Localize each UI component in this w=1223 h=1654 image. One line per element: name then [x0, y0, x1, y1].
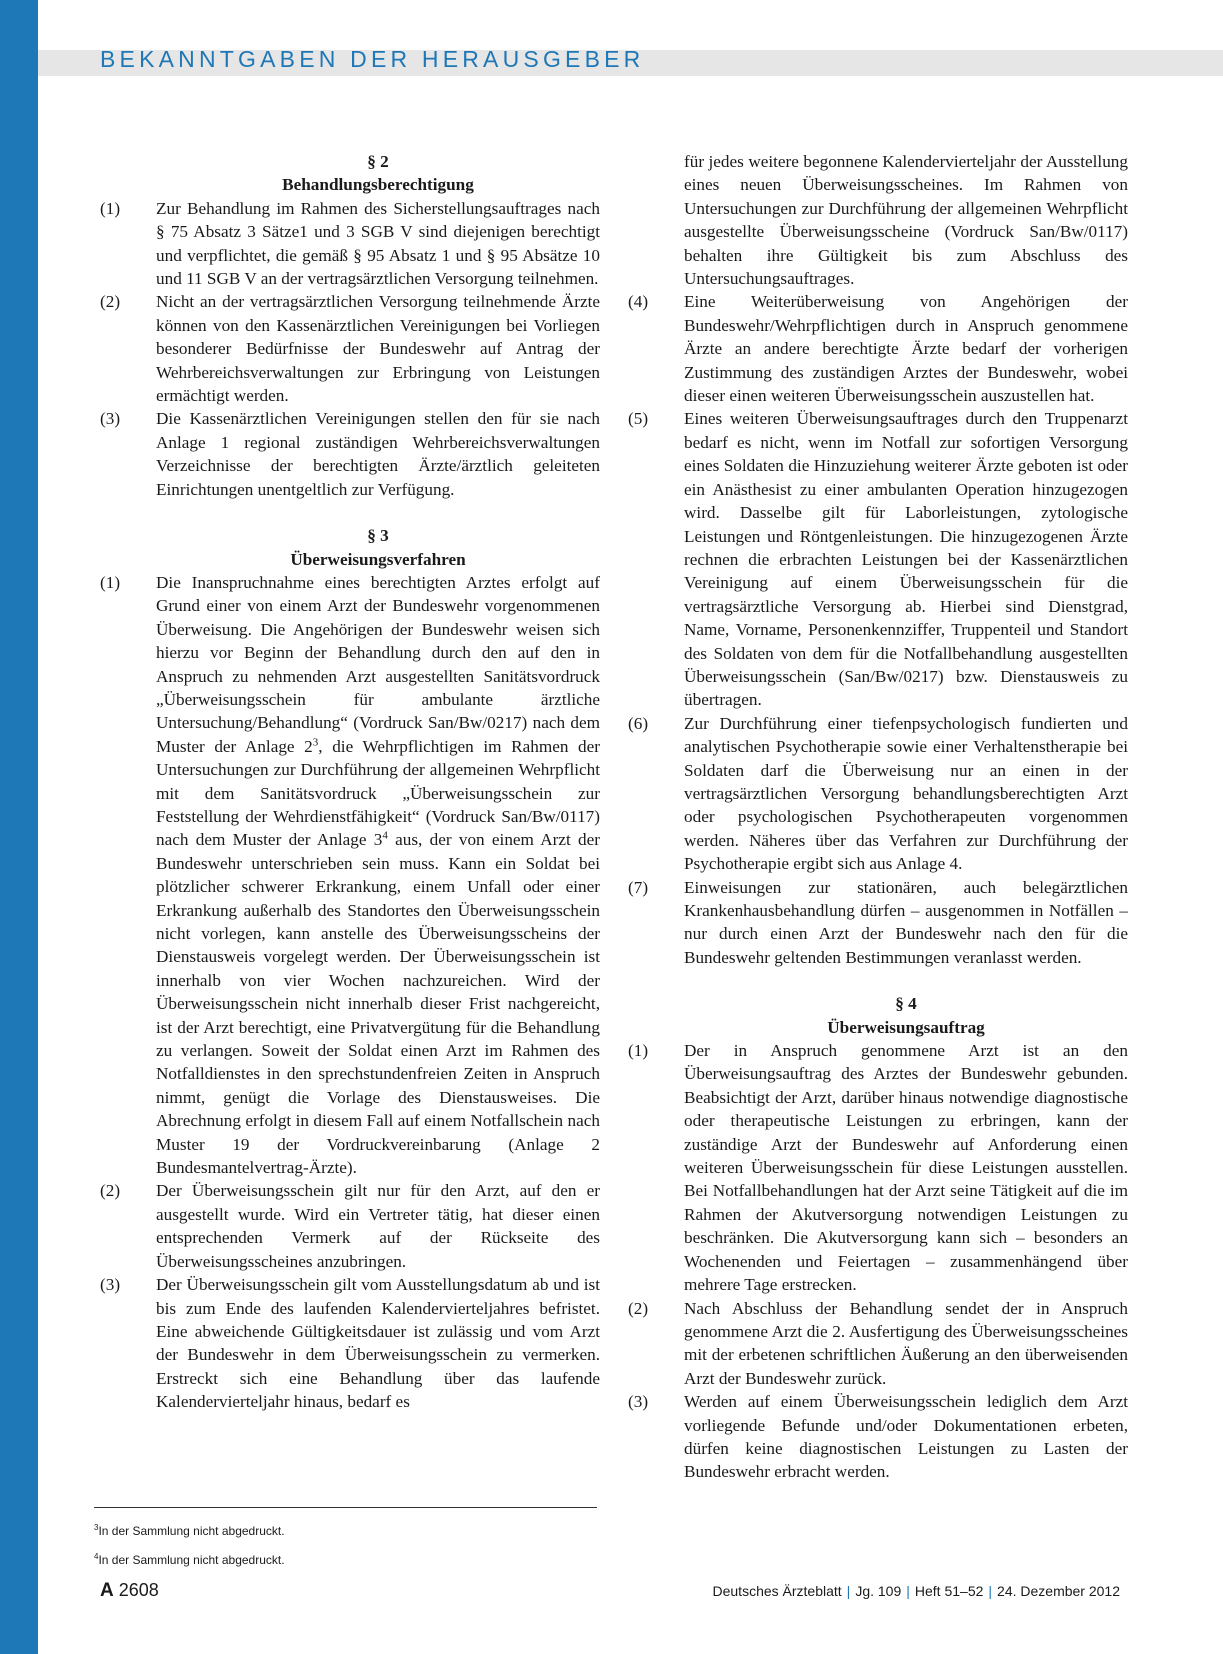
paragraph	[100, 1179, 600, 1273]
page-number	[100, 1580, 159, 1602]
footnote	[94, 1544, 285, 1573]
paragraph-text: Einweisungen zur stationären, auch belegärztlichen Krankenhausbehandlung dürfen – ausgenommen in Notfällen – nur durch einen Arzt der Bundeswehr nach den für die Bundeswehr geltenden Bestimmungen veranlasst werden.	[684, 877, 1128, 967]
left-color-bar	[0, 0, 38, 1654]
text-run: Die Inanspruchnahme eines berechtigten Arztes erfolgt auf Grund einer von einem Arzt der Bundeswehr vorgenommenen Überweisung. Die Angehörigen der Bundeswehr weisen sich hierzu vor Beginn der Behandlung durch den auf den in Anspruch zu nehmenden Arzt ausgestellten Sanitätsvordruck „Überweisungsschein für ambulante ärztliche Untersuchung/Behandlung“ (Vordruck San/Bw/0217) nach dem Muster der Anlage 2	[156, 572, 600, 756]
separator: |	[846, 1583, 851, 1599]
section-number: § 2	[367, 152, 389, 171]
paragraph	[100, 407, 600, 501]
section-title: Behandlungsberechtigung	[282, 175, 474, 195]
paragraph-number: (6)	[628, 713, 649, 733]
journal-footer	[713, 1583, 1121, 1599]
paragraph	[100, 571, 600, 1180]
paragraph	[628, 712, 1128, 876]
page-prefix: A	[100, 1580, 114, 1601]
paragraph-text: Nach Abschluss der Behandlung sendet der in Anspruch genommene Arzt die 2. Ausfertigung des Überweisungsscheines mit der erbetenen schriftlichen Äußerung an den überweisenden Arzt der Bundeswehr zurück.	[684, 1298, 1128, 1388]
paragraph	[100, 290, 600, 407]
journal-date: 24. Dezember 2012	[997, 1583, 1120, 1599]
section-title: Überweisungsverfahren	[290, 549, 466, 569]
section-title: Überweisungsauftrag	[827, 1017, 985, 1037]
footnote-ref: 4	[382, 829, 388, 842]
paragraph-text: Werden auf einem Überweisungsschein lediglich dem Arzt vorliegende Befunde und/oder Dokumentationen erbeten, dürfen keine diagnostischen Leistungen zu Lasten der Bundeswehr erbracht werden.	[684, 1392, 1128, 1482]
paragraph-number: (3)	[100, 1275, 121, 1295]
paragraph-text: Der in Anspruch genommene Arzt ist an den Überweisungsauftrag des Arztes der Bundeswehr gebunden. Beabsichtigt der Arzt, darüber hinaus notwendige diagnostische oder therapeutische Leistungen zu erbringen, kann der zuständige Arzt der Bundeswehr auf Anforderung einen weiteren Überweisungsschein für diese Leistungen ausstellen. Bei Notfallbehandlungen hat der Arzt seine Tätigkeit auf die im Rahmen der Akutversorgung notwendigen Leistungen zu beschränken. Die Akutversorgung kann sich – besonders an Wochenenden und Feiertagen – zusammenhängend über mehrere Tage erstrecken.	[684, 1041, 1128, 1295]
footnote-text: In der Sammlung nicht abgedruckt.	[98, 1524, 285, 1538]
paragraph-number: (7)	[628, 877, 649, 897]
paragraph-number: (1)	[100, 572, 121, 592]
journal-issue: Heft 51–52	[914, 1583, 984, 1599]
left-column	[100, 150, 600, 1414]
paragraph-text: Zur Behandlung im Rahmen des Sicherstellungsauftrages nach § 75 Absatz 3 Sätze1 und 3 SGB V sind diejenigen berechtigt und verpflichtet, die gemäß § 95 Absatz 1 und § 95 Absätze 10 und 11 SGB V an der vertragsärztlichen Versorgung teilnehmen.	[156, 198, 600, 289]
section-number: § 3	[367, 526, 389, 546]
paragraph-number: (1)	[628, 1041, 649, 1061]
paragraph	[628, 1390, 1128, 1484]
paragraph-number: (5)	[628, 409, 649, 429]
paragraph-text: Der Überweisungsschein gilt nur für den Arzt, auf den er ausgestellt wurde. Wird ein Vertreter tätig, hat dieser einen entsprechenden Vermerk auf der Rückseite des Überweisungsscheines anzubringen.	[156, 1181, 600, 1271]
paragraph-text: Eines weiteren Überweisungsauftrages durch den Truppenarzt bedarf es nicht, wenn im Notfall zur sofortigen Versorgung eines Soldaten die Hinzuziehung weiterer Ärzte geboten ist oder ein Anästhesist zu einer ambulanten Operation hinzugezogen wird. Dasselbe gilt für Laborleistungen, zytologische Leistungen und Röntgenleistungen. Die hinzugezogenen Ärzte rechnen die erbrachten Leistungen bei der Kassenärztlichen Vereinigung auf einem Überweisungsschein für die vertragsärztliche Versorgung ab. Hierbei sind Dienstgrad, Name, Vorname, Personenkennziffer, Truppenteil und Standort des Soldaten von dem für die Notfallbehandlung ausgestellten Überweisungsschein (San/Bw/0217) bzw. Dienstausweis zu übertragen.	[684, 409, 1128, 710]
paragraph-number: (3)	[628, 1392, 649, 1412]
footnote-text: In der Sammlung nicht abgedruckt.	[98, 1553, 285, 1567]
footnote-divider	[94, 1507, 597, 1508]
paragraph-number: (1)	[100, 198, 121, 218]
paragraph-text: Zur Durchführung einer tiefenpsychologisch fundierten und analytischen Psychotherapie sowie einer Verhaltenstherapie bei Soldaten darf die Überweisung nur an einen in der vertragsärztlichen Versorgung behandlungsberechtigten Arzt oder psychologischen Psychotherapeuten vorgenommen werden. Näheres über das Verfahren zur Durchführung der Psychotherapie ergibt sich aus Anlage 4.	[684, 713, 1128, 874]
text-run: , die Wehrpflichtigen im Rahmen der Untersuchungen zur Durchführung der allgemeinen Wehrpflicht mit dem Sanitätsvordruck „Überweisungsschein zur Feststellung der Wehrdienstfähigkeit“ (Vordruck San/Bw/0117) nach dem Muster der Anlage 3	[156, 736, 600, 850]
paragraph	[628, 290, 1128, 407]
footnote-mark: 3	[94, 1523, 99, 1532]
separator: |	[988, 1583, 993, 1599]
page-number-value: 2608	[118, 1580, 159, 1600]
right-column	[628, 150, 1128, 1484]
section-number: § 4	[895, 994, 917, 1014]
journal-name: Deutsches Ärzteblatt	[712, 1583, 842, 1599]
footnotes	[94, 1515, 285, 1573]
section-header-title: BEKANNTGABEN DER HERAUSGEBER	[100, 46, 645, 72]
footnote-mark: 4	[94, 1552, 99, 1561]
paragraph	[628, 876, 1128, 970]
journal-volume: Jg. 109	[855, 1583, 902, 1599]
paragraph	[100, 197, 600, 291]
paragraph	[628, 407, 1128, 711]
paragraph-number: (4)	[628, 292, 649, 312]
paragraph-text: Nicht an der vertragsärztlichen Versorgung teilnehmende Ärzte können von den Kassenärztlichen Vereinigungen bei Vorliegen besonderer Bedürfnisse der Bundeswehr auf Antrag der Wehrbereichsverwaltungen zur Erbringung von Leistungen ermächtigt werden.	[156, 292, 600, 406]
paragraph	[628, 1297, 1128, 1391]
paragraph	[100, 1273, 600, 1413]
separator: |	[906, 1583, 910, 1599]
paragraph-number: (2)	[100, 292, 121, 312]
footnote	[94, 1515, 285, 1544]
paragraph	[628, 1039, 1128, 1296]
text-run: aus, der von einem Arzt der Bundeswehr unterschrieben sein muss. Kann ein Soldat bei plötzlicher schwerer Erkrankung, einem Unfall oder einer Erkrankung außerhalb des Standortes den Überweisungsschein nicht vorlegen, kann anstelle des Überweisungsscheins der Dienstausweis vorgelegt werden. Der Überweisungsschein ist innerhalb von vier Wochen nachzureichen. Wird der Überweisungsschein nicht innerhalb dieser Frist nachgereicht, ist der Arzt berechtigt, eine Privatvergütung für die Behandlung zu verlangen. Soweit der Soldat einen Arzt im Rahmen des Notfalldienstes in den sprechstundenfreien Zeiten in Anspruch nimmt, genügt die Vorlage des Dienstausweises. Die Abrechnung erfolgt in diesem Fall auf einem Notfallschein nach Muster 19 der Vordruckvereinbarung (Anlage 2 Bundesmantelvertrag-Ärzte).	[156, 830, 601, 1178]
paragraph	[628, 150, 1128, 290]
paragraph-number: (2)	[100, 1181, 121, 1201]
paragraph-number: (2)	[628, 1298, 649, 1318]
paragraph-text: Der Überweisungsschein gilt vom Ausstellungsdatum ab und ist bis zum Ende des laufenden Kalendervierteljahres befristet. Eine abweichende Gültigkeitsdauer ist zulässig und vom Arzt der Bundeswehr in dem Überweisungsschein zu vermerken. Erstreckt sich eine Behandlung über das laufende Kalendervierteljahr hinaus, bedarf es	[156, 1275, 600, 1412]
paragraph-text: für jedes weitere begonnene Kalendervierteljahr der Ausstellung eines neuen Überweisungsscheines. Im Rahmen von Untersuchungen zur Durchführung der allgemeinen Wehrpflicht ausgestellte Überweisungsscheine (Vordruck San/Bw/0117) behalten ihre Gültigkeit bis zum Abschluss des Untersuchungsauftrages.	[684, 152, 1128, 289]
footnote-ref: 3	[312, 736, 319, 749]
paragraph-number: (3)	[100, 409, 121, 429]
paragraph-text	[156, 571, 600, 1180]
paragraph-text: Die Kassenärztlichen Vereinigungen stellen den für sie nach Anlage 1 regional zuständigen Wehrbereichsverwaltungen Verzeichnisse der berechtigten Ärzte/ärztlich geleiteten Einrichtungen unentgeltlich zur Verfügung.	[156, 409, 600, 499]
paragraph-text: Eine Weiterüberweisung von Angehörigen der Bundeswehr/Wehrpflichtigen durch in Anspruch genommene Ärzte an andere berechtigte Ärzte bedarf der vorherigen Zustimmung des zuständigen Arztes der Bundeswehr, wobei dieser einen weiteren Überweisungsschein auszustellen hat.	[684, 292, 1128, 406]
